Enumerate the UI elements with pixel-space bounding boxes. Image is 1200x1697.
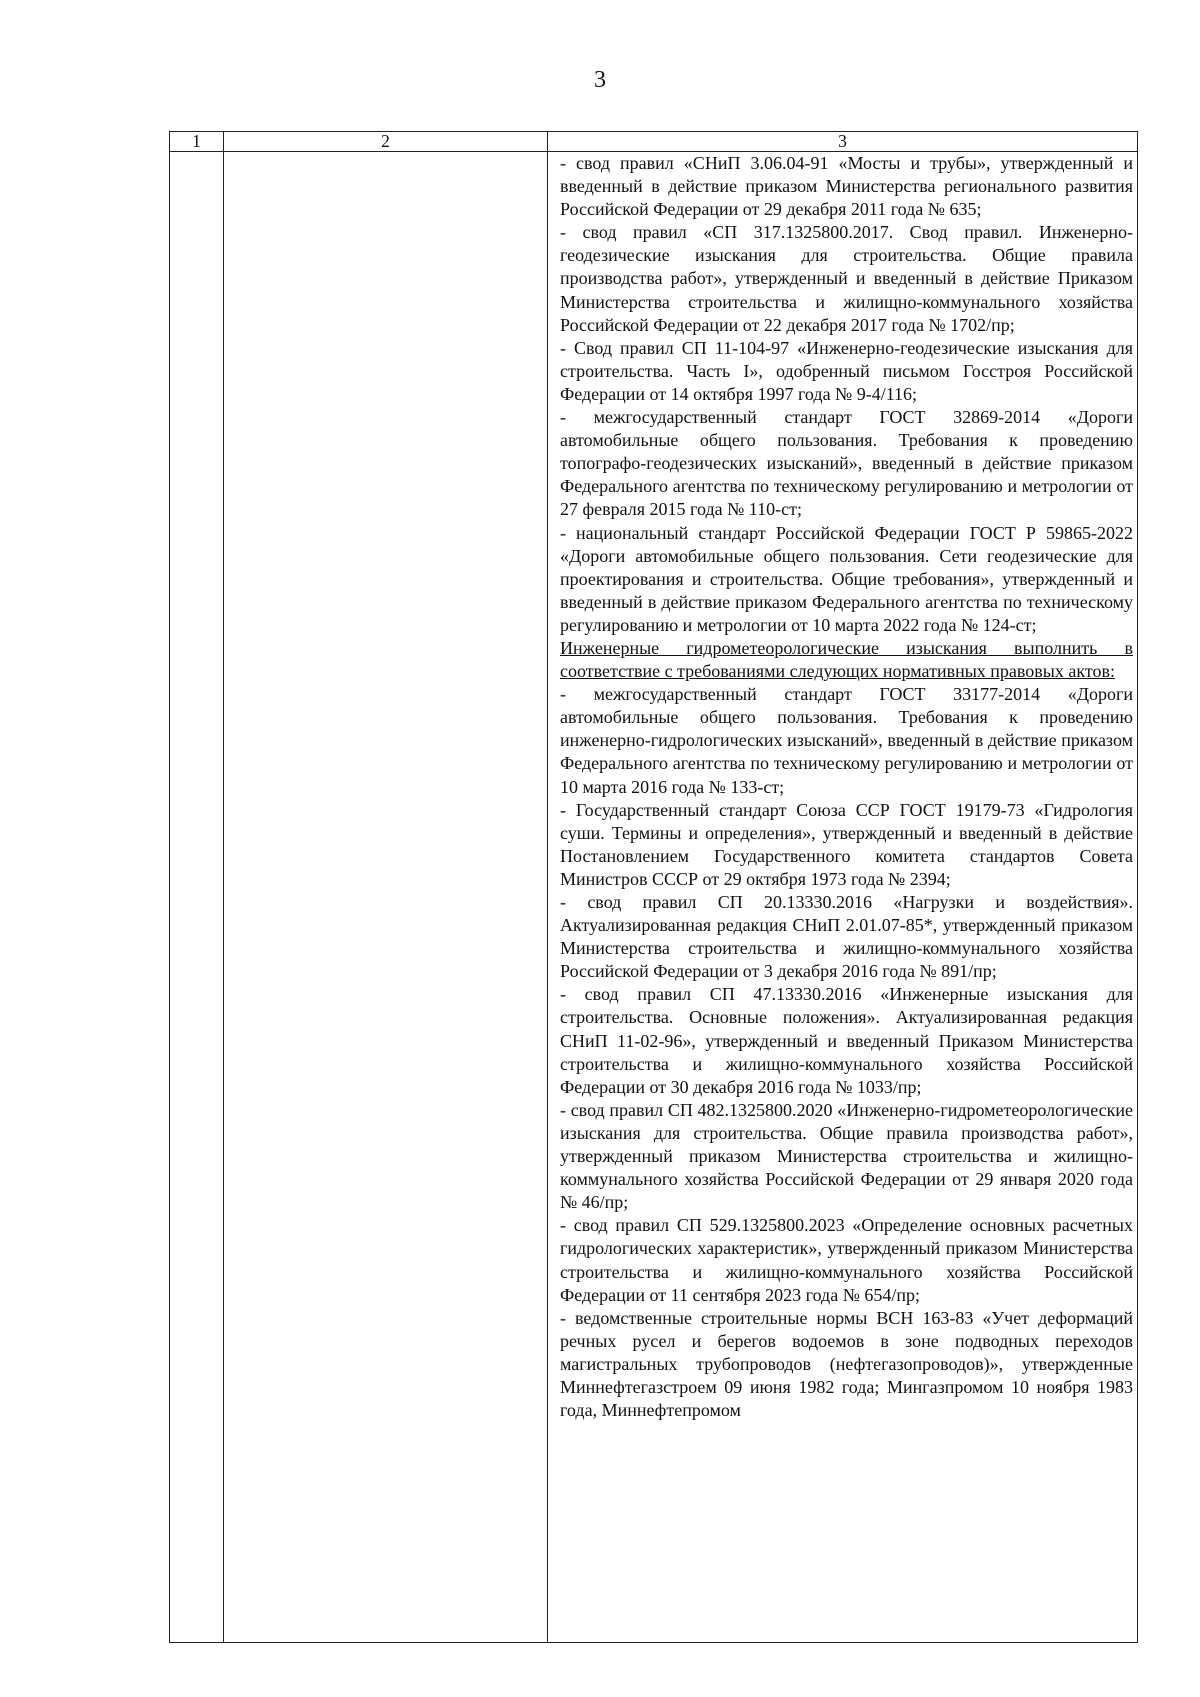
cell-column-3 [548,152,1138,1643]
list-item: - межгосударственный стандарт ГОСТ 33177-2014 «Дороги автомобильные общего пользования. Требования к проведению инженерно-гидрологических изысканий», введенный в действие приказом Федерального агентства по техническому регулированию и метрологии от 10 марта 2016 года № 133-ст; [560,684,1133,797]
list-item: - свод правил СП 529.1325800.2023 «Определение основных расчетных гидрологических характеристик», утвержденный приказом Министерства строительства и жилищно-коммунального хозяйства Российской Федерации от 11 сентября 2023 года № 654/пр; [560,1215,1133,1305]
column-header-1: 1 [170,132,224,152]
list-item: - свод правил СП 20.13330.2016 «Нагрузки и воздействия». Актуализированная редакция СНиП 2.01.07-85*, утвержденный приказом Министерства строительства и жилищно-коммунального хозяйства Российской Федерации от 3 декабря 2016 года № 891/пр; [560,892,1133,982]
cell-column-1 [170,152,224,1643]
list-item: - ведомственные строительные нормы ВСН 163-83 «Учет деформаций речных русел и берегов водоемов в зоне подводных переходов магистральных трубопроводов (нефтегазопроводов)», утвержденные Миннефтегазстроем 09 июня 1982 года; Мингазпромом 10 ноября 1983 года, Миннефтепромом [560,1307,1133,1421]
list-item: - национальный стандарт Российской Федерации ГОСТ Р 59865-2022 «Дороги автомобильные общего пользования. Сети геодезические для проектирования и строительства. Общие требования», утвержденный и введенный в действие приказом Федерального агентства по техническому регулированию и метрологии от 10 марта 2022 года № 124-ст; [560,522,1133,635]
list-item: - свод правил «СП 317.1325800.2017. Свод правил. Инженерно-геодезические изыскания для строительства. Общие правила производства работ», утвержденный и введенный в действие Приказом Министерства строительства и жилищно-коммунального хозяйства Российской Федерации от 22 декабря 2017 года № 1702/пр; [560,222,1133,335]
list-item: - Свод правил СП 11-104-97 «Инженерно-геодезические изыскания для строительства. Часть I», одобренный письмом Госстроя Российской Федерации от 14 октября 1997 года № 9-4/116; [560,337,1133,404]
list-item: - свод правил «СНиП 3.06.04-91 «Мосты и трубы», утвержденный и введенный в действие приказом Министерства регионального развития Российской Федерации от 29 декабря 2011 года № 635; [560,153,1133,220]
list-item: - свод правил СП 482.1325800.2020 «Инженерно-гидрометеорологические изыскания для строительства. Общие правила производства работ», утвержденный приказом Министерства строительства и жилищно-коммунального хозяйства Российской Федерации от 29 января 2020 года № 46/пр; [560,1099,1133,1213]
table-header-row [170,132,1138,152]
list-item: - свод правил СП 47.13330.2016 «Инженерные изыскания для строительства. Основные положения». Актуализированная редакция СНиП 11-02-96», утвержденный и введенный Приказом Министерства строительства и жилищно-коммунального хозяйства Российской Федерации от 30 декабря 2016 года № 1033/пр; [560,984,1133,1097]
page-number: 3 [594,67,606,93]
column-header-3: 3 [548,132,1138,152]
section-heading: Инженерные гидрометеорологические изыскания выполнить в соответствие с требованиями следующих нормативных правовых актов: [560,637,1133,682]
list-item: - межгосударственный стандарт ГОСТ 32869-2014 «Дороги автомобильные общего пользования. Требования к проведению топографо-геодезических изысканий», введенный в действие приказом Федерального агентства по техническому регулированию и метрологии от 27 февраля 2015 года № 110-ст; [560,407,1133,520]
column-header-2: 2 [224,132,548,152]
requirements-table [169,131,1138,1643]
normative-acts-list [548,152,1137,1422]
cell-column-2 [224,152,548,1643]
table-row [170,152,1138,1643]
list-item: - Государственный стандарт Союза ССР ГОСТ 19179-73 «Гидрология суши. Термины и определения», утвержденный и введенный в действие Постановлением Государственного комитета стандартов Совета Министров СССР от 29 октября 1973 года № 2394; [560,799,1133,889]
